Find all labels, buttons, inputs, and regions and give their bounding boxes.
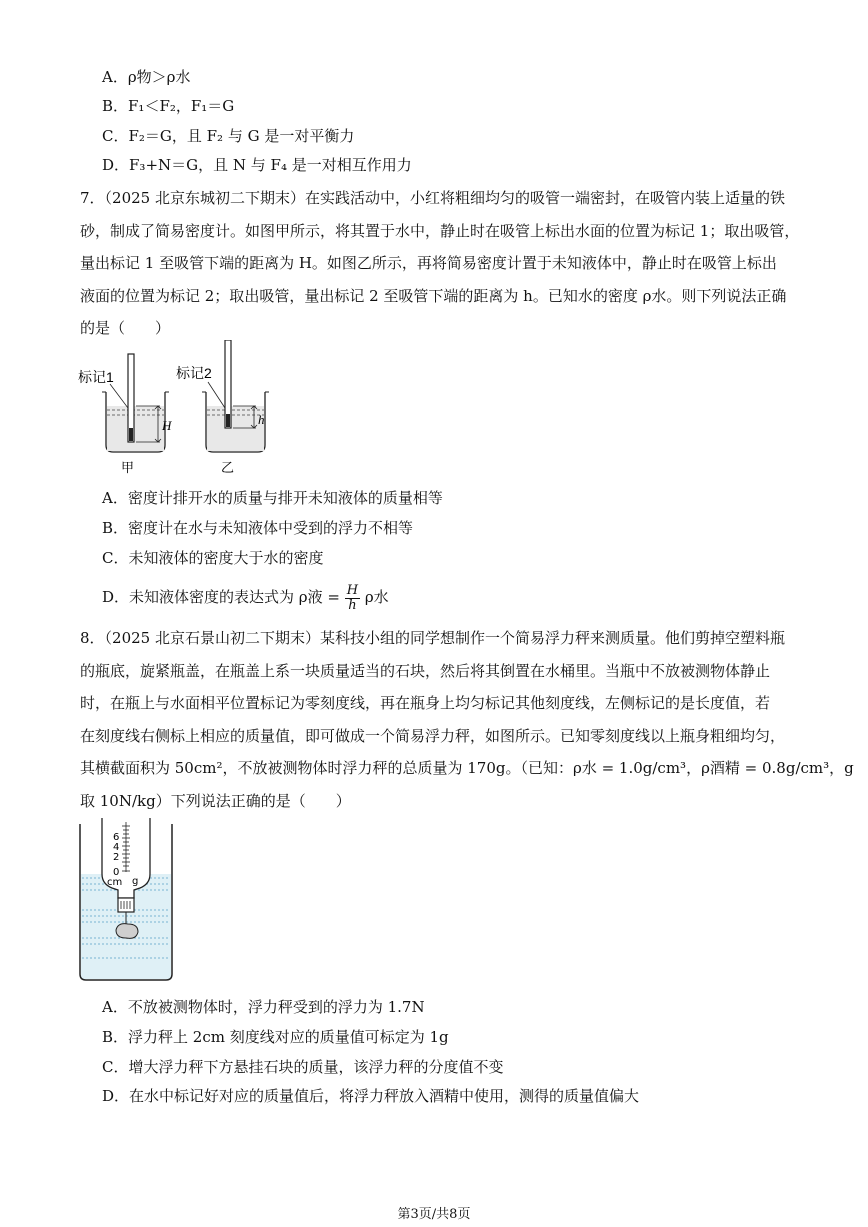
q8-stem-line: 取 10N/kg）下列说法正确的是（ ） [80, 791, 351, 810]
q8-option-d: D．在水中标记好对应的质量值后，将浮力秤放入酒精中使用，测得的质量值偏大 [102, 1087, 640, 1105]
caption-jia: 甲 [121, 460, 135, 475]
q6-option-d: D．F₃+N＝G，且 N 与 F₄ 是一对相互作用力 [102, 156, 412, 174]
q7-stem [80, 182, 800, 345]
q7-option-d-fraction [345, 584, 360, 613]
scale-tick-label: 0 [113, 867, 120, 878]
caption-yi: 乙 [221, 460, 235, 475]
q8-stem-line: 在刻度线右侧标上相应的质量值，即可做成一个简易浮力秤，如图所示。已知零刻度线以上瓶身粗细均匀， [80, 726, 786, 745]
q8-stem-line: 的瓶底，旋紧瓶盖，在瓶盖上系一块质量适当的石块，然后将其倒置在水桶里。当瓶中不放被测物体静止 [80, 661, 771, 680]
fraction-denominator: h [348, 597, 357, 613]
q8-figure [78, 818, 178, 988]
q8-option-a: A．不放被测物体时，浮力秤受到的浮力为 1.7N [102, 998, 425, 1016]
q7-option-d [102, 582, 389, 613]
q7-stem-line: 液面的位置为标记 2；取出吸管，量出标记 2 至吸管下端的距离为 h。已知水的密度 ρ水。则下列说法正确 [80, 286, 787, 305]
scale-tick-label: 2 [113, 852, 120, 863]
scale-tick-label: 6 [113, 832, 120, 843]
label-mark1: 标记1 [78, 369, 114, 385]
scale-tick-label: 4 [113, 842, 120, 853]
q8-stem [80, 622, 854, 817]
label-H: H [162, 418, 172, 433]
label-h: h [258, 412, 265, 427]
q7-option-d-suffix: ρ水 [364, 588, 389, 606]
q8-stem-line: 8．（2025 北京石景山初二下期末）某科技小组的同学想制作一个简易浮力秤来测质量。他们剪掉空塑料瓶 [80, 629, 785, 647]
q7-stem-line: 砂，制成了简易密度计。如图甲所示，将其置于水中，静止时在吸管上标出水面的位置为标记 1；取出吸管， [80, 221, 800, 240]
label-mark2: 标记2 [176, 365, 212, 381]
q7-stem-line: 的是（ ） [80, 319, 171, 337]
q7-stem-line: 7．（2025 北京东城初二下期末）在实践活动中，小红将粗细均匀的吸管一端密封，在吸管内装上适量的铁 [80, 189, 785, 207]
q8-stem-line: 时，在瓶上与水面相平位置标记为零刻度线，再在瓶身上均匀标记其他刻度线，左侧标记的是长度值，若 [80, 694, 771, 712]
q7-option-b: B．密度计在水与未知液体中受到的浮力不相等 [102, 519, 414, 537]
q7-stem-line: 量出标记 1 至吸管下端的距离为 H。如图乙所示，再将简易密度计置于未知液体中，静止时在吸管上标出 [80, 254, 777, 272]
q8-option-c: C．增大浮力秤下方悬挂石块的质量，该浮力秤的分度值不变 [102, 1058, 504, 1076]
q7-option-c: C．未知液体的密度大于水的密度 [102, 549, 324, 567]
beaker-yi [202, 340, 269, 452]
q6-option-c: C．F₂＝G，且 F₂ 与 G 是一对平衡力 [102, 127, 355, 145]
q7-figure [78, 340, 278, 480]
unit-g: g [132, 876, 139, 887]
q8-float-scale-diagram [78, 818, 178, 988]
fraction-numerator: H [346, 582, 359, 598]
q7-option-d-prefix: D．未知液体密度的表达式为 ρ液 = [102, 588, 340, 606]
page-number: 第3页/共8页 [397, 1207, 471, 1222]
q8-option-b: B．浮力秤上 2cm 刻度线对应的质量值可标定为 1g [102, 1028, 449, 1046]
q7-option-a: A．密度计排开水的质量与排开未知液体的质量相等 [102, 489, 443, 507]
q6-option-b: B．F₁＜F₂，F₁＝G [102, 97, 235, 115]
q6-option-a: A．ρ物＞ρ水 [102, 68, 191, 86]
q8-stem-line: 其横截面积为 50cm²，不放被测物体时浮力秤的总质量为 170g。（已知：ρ水 = 1.0g/cm³，ρ酒精 = 0.8g/cm³，g [80, 759, 854, 777]
q7-density-meter-diagram [78, 340, 278, 480]
unit-cm: cm [107, 877, 123, 888]
